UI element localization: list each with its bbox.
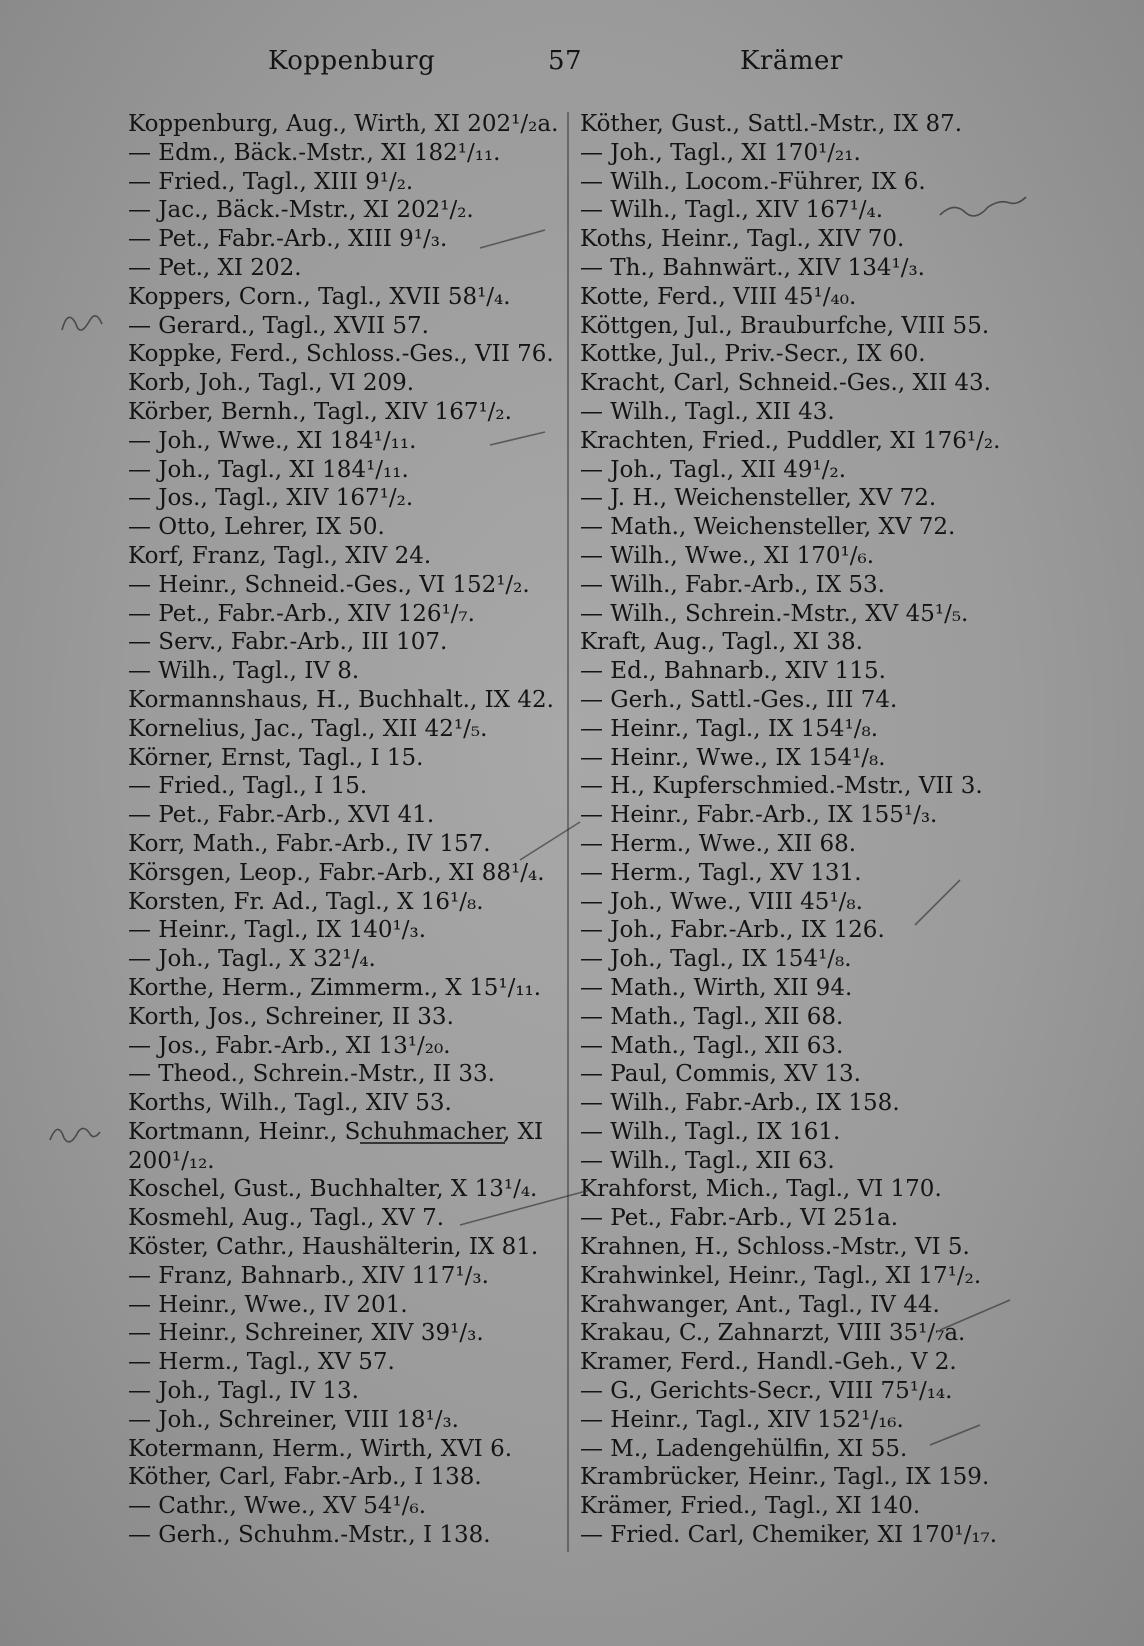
directory-entry: Korths, Wilh., Tagl., XIV 53. [128,1090,452,1117]
directory-entry: — Wilh., Tagl., IX 161. [580,1118,841,1145]
directory-entry: — Herm., Wwe., XII 68. [580,830,857,857]
directory-entry: — Math., Weichensteller, XV 72. [580,514,956,541]
directory-entry: — Serv., Fabr.-Arb., III 107. [128,629,448,656]
directory-entry: Korf, Franz, Tagl., XIV 24. [128,542,432,569]
directory-entry: — Jos., Tagl., XIV 167¹/₂. [128,485,414,512]
directory-entry: — Herm., Tagl., XV 57. [128,1349,395,1376]
directory-entry: — Pet., Fabr.-Arb., XVI 41. [128,802,435,829]
directory-entry: — Ed., Bahnarb., XIV 115. [580,658,886,685]
directory-entry: — Heinr., Schneid.-Ges., VI 152¹/₂. [128,571,530,598]
directory-entry: 200¹/₁₂. [128,1147,215,1174]
directory-entry: — Pet., XI 202. [128,254,302,281]
directory-entry: Korr, Math., Fabr.-Arb., IV 157. [128,830,491,857]
directory-entry: — Pet., Fabr.-Arb., VI 251a. [580,1205,899,1232]
directory-entry: Kottke, Jul., Priv.-Secr., IX 60. [580,341,926,368]
directory-entry: Korth, Jos., Schreiner, II 33. [128,1003,454,1030]
directory-entry: Krachten, Fried., Puddler, XI 176¹/₂. [580,427,1001,454]
directory-entry: — Joh., Wwe., XI 184¹/₁₁. [128,427,417,454]
page-header [0,46,1144,86]
directory-entry: — Wilh., Fabr.-Arb., IX 53. [580,571,885,598]
directory-entry: — Wilh., Wwe., XI 170¹/₆. [580,542,875,569]
directory-entry: — Herm., Tagl., XV 131. [580,859,862,886]
directory-entry: Körber, Bernh., Tagl., XIV 167¹/₂. [128,398,512,425]
directory-entry: Krahnen, H., Schloss.-Mstr., VI 5. [580,1234,970,1261]
directory-entry: Köttgen, Jul., Brauburfche, VIII 55. [580,312,990,339]
directory-entry: — Pet., Fabr.-Arb., XIII 9¹/₃. [128,226,448,253]
directory-entry: Kracht, Carl, Schneid.-Ges., XII 43. [580,370,991,397]
directory-entry: Koschel, Gust., Buchhalter, X 13¹/₄. [128,1176,538,1203]
directory-entry: Krahwanger, Ant., Tagl., IV 44. [580,1291,940,1318]
directory-entry: — Wilh., Fabr.-Arb., IX 158. [580,1090,900,1117]
directory-entry: Krahforst, Mich., Tagl., VI 170. [580,1176,942,1203]
directory-entry: — Math., Tagl., XII 68. [580,1003,844,1030]
directory-entry: — Paul, Commis, XV 13. [580,1061,861,1088]
directory-entry: — Joh., Fabr.-Arb., IX 126. [580,917,885,944]
directory-entry: — J. H., Weichensteller, XV 72. [580,485,937,512]
pencil-scribble-left-2 [50,1128,100,1141]
directory-entry: Körsgen, Leop., Fabr.-Arb., XI 88¹/₄. [128,859,545,886]
directory-entry: — Joh., Tagl., XI 170¹/₂₁. [580,139,861,166]
column-divider [567,112,569,1552]
left-column [128,110,560,1550]
directory-entry: — Fried., Tagl., I 15. [128,773,368,800]
directory-entry: — Wilh., Tagl., XII 43. [580,398,835,425]
directory-entry: — Heinr., Schreiner, XIV 39¹/₃. [128,1320,484,1347]
directory-entry: — Franz, Bahnarb., XIV 117¹/₃. [128,1262,489,1289]
directory-entry: Kornelius, Jac., Tagl., XII 42¹/₅. [128,715,488,742]
directory-entry: Korsten, Fr. Ad., Tagl., X 16¹/₈. [128,888,484,915]
directory-entry: — Heinr., Tagl., IX 140¹/₃. [128,917,427,944]
directory-entry: — Joh., Wwe., VIII 45¹/₈. [580,888,863,915]
directory-entry: — Math., Tagl., XII 63. [580,1032,844,1059]
directory-entry: Krakau, C., Zahnarzt, VIII 35¹/₇a. [580,1320,966,1347]
directory-entry: — Wilh., Locom.-Führer, IX 6. [580,168,926,195]
directory-entry: Krambrücker, Heinr., Tagl., IX 159. [580,1464,990,1491]
directory-entry: — Gerard., Tagl., XVII 57. [128,312,429,339]
directory-entry: — Heinr., Tagl., XIV 152¹/₁₆. [580,1406,904,1433]
directory-entry: — Joh., Tagl., XI 184¹/₁₁. [128,456,409,483]
page-number: 57 [548,46,583,76]
right-column [580,110,1000,1550]
directory-entry: Kotermann, Herm., Wirth, XVI 6. [128,1435,513,1462]
directory-entry: — Fried. Carl, Chemiker, XI 170¹/₁₇. [580,1522,998,1549]
directory-entry: — Heinr., Wwe., IX 154¹/₈. [580,744,886,771]
directory-entry: — Th., Bahnwärt., XIV 134¹/₃. [580,254,925,281]
directory-entry: — Otto, Lehrer, IX 50. [128,514,385,541]
directory-entry: — Heinr., Fabr.-Arb., IX 155¹/₃. [580,802,938,829]
directory-entry: — Wilh., Tagl., IV 8. [128,658,360,685]
directory-entry: — Jos., Fabr.-Arb., XI 13¹/₂₀. [128,1032,451,1059]
directory-entry: — Gerh., Sattl.-Ges., III 74. [580,686,898,713]
directory-entry: — Edm., Bäck.-Mstr., XI 182¹/₁₁. [128,139,501,166]
directory-entry: — Jac., Bäck.-Mstr., XI 202¹/₂. [128,197,474,224]
directory-entry: Koths, Heinr., Tagl., XIV 70. [580,226,905,253]
directory-entry: Koppers, Corn., Tagl., XVII 58¹/₄. [128,283,511,310]
directory-entry: — Theod., Schrein.-Mstr., II 33. [128,1061,495,1088]
directory-entry: — Heinr., Wwe., IV 201. [128,1291,408,1318]
directory-entry: — Joh., Tagl., IX 154¹/₈. [580,946,852,973]
directory-entry: Kraft, Aug., Tagl., XI 38. [580,629,863,656]
directory-entry: Kotte, Ferd., VIII 45¹/₄₀. [580,283,857,310]
directory-entry: Köther, Carl, Fabr.-Arb., I 138. [128,1464,482,1491]
directory-entry: Krämer, Fried., Tagl., XI 140. [580,1493,921,1520]
directory-entry: — G., Gerichts-Secr., VIII 75¹/₁₄. [580,1378,953,1405]
directory-entry: Korthe, Herm., Zimmerm., X 15¹/₁₁. [128,974,542,1001]
directory-entry: — Heinr., Tagl., IX 154¹/₈. [580,715,879,742]
directory-entry: Korb, Joh., Tagl., VI 209. [128,370,415,397]
directory-entry: — Wilh., Tagl., XII 63. [580,1147,835,1174]
directory-entry: — Joh., Tagl., XII 49¹/₂. [580,456,847,483]
directory-entry: Koppenburg, Aug., Wirth, XI 202¹/₂a. [128,111,559,137]
directory-entry: Köster, Cathr., Haushälterin, IX 81. [128,1234,539,1261]
directory-entry: — Joh., Tagl., IV 13. [128,1378,359,1405]
directory-entry: Krahwinkel, Heinr., Tagl., XI 17¹/₂. [580,1262,982,1289]
directory-entry: Kosmehl, Aug., Tagl., XV 7. [128,1205,445,1232]
directory-entry: Koppke, Ferd., Schloss.-Ges., VII 76. [128,341,554,368]
directory-entry: Kramer, Ferd., Handl.-Geh., V 2. [580,1349,957,1376]
directory-entry: — H., Kupferschmied.-Mstr., VII 3. [580,773,983,800]
directory-entry: — Wilh., Schrein.-Mstr., XV 45¹/₅. [580,600,969,627]
directory-entry: — Gerh., Schuhm.-Mstr., I 138. [128,1522,491,1549]
directory-entry: Kormannshaus, H., Buchhalt., IX 42. [128,686,554,713]
directory-entry: — Pet., Fabr.-Arb., XIV 126¹/₇. [128,600,475,627]
directory-entry: — M., Ladengehülfin, XI 55. [580,1435,908,1462]
directory-entry: Körner, Ernst, Tagl., I 15. [128,744,424,771]
pencil-scribble-left-1 [62,316,102,330]
directory-entry: — Joh., Tagl., X 32¹/₄. [128,946,376,973]
directory-entry: — Cathr., Wwe., XV 54¹/₆. [128,1493,427,1520]
directory-entry: Köther, Gust., Sattl.-Mstr., IX 87. [580,111,963,137]
directory-entry: — Wilh., Tagl., XIV 167¹/₄. [580,197,884,224]
directory-entry: — Math., Wirth, XII 94. [580,974,853,1001]
header-right-catchword: Krämer [740,46,843,76]
header-left-catchword: Koppenburg [268,46,436,76]
directory-entry: Kortmann, Heinr., Schuhmacher, XI [128,1118,544,1145]
directory-entry: — Fried., Tagl., XIII 9¹/₂. [128,168,414,195]
directory-entry: — Joh., Schreiner, VIII 18¹/₃. [128,1406,459,1433]
